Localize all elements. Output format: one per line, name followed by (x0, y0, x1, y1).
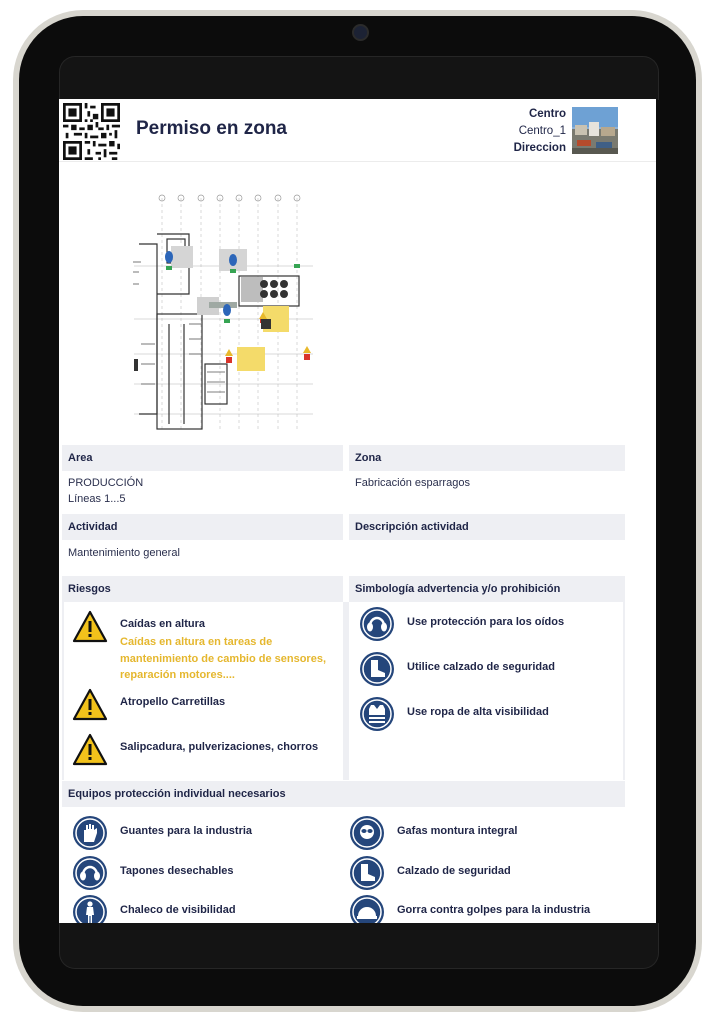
risk-description-line: Caídas en altura en tareas de (120, 636, 273, 648)
sign-name: Use protección para los oídos (407, 616, 565, 628)
risk-name: Salipcadura, pulverizaciones, chorros (120, 741, 319, 753)
helmet-icon (349, 894, 385, 923)
risk-item[interactable] (72, 607, 342, 681)
screen (59, 99, 656, 923)
risk-description (120, 634, 326, 684)
right-border (623, 602, 625, 780)
ppe-name: Calzado de seguridad (397, 865, 511, 877)
zona-value: Fabricación esparragos (355, 477, 470, 489)
centro-value: Centro_1 (518, 125, 566, 137)
ppe-name: Tapones desechables (120, 865, 234, 877)
direccion-label: Direccion (513, 142, 566, 154)
actividad-value: Mantenimiento general (68, 547, 180, 559)
boot-icon (349, 855, 385, 891)
hi-vis-vest-icon (359, 696, 395, 732)
risk-description-line: mantenimiento de cambio de sensores, (120, 652, 327, 665)
column-divider (343, 602, 349, 780)
sign-name: Use ropa de alta visibilidad (407, 706, 549, 718)
riesgos-header: Riesgos (62, 576, 343, 602)
camera-icon (352, 24, 369, 41)
vest-icon (72, 894, 108, 923)
left-border (62, 602, 64, 780)
descripcion-header: Descripción actividad (349, 514, 625, 540)
ppe-name: Gorra contra golpes para la industria (397, 904, 591, 916)
risk-name: Atropello Carretillas (120, 696, 226, 708)
screen-bezel-top (59, 56, 659, 100)
earplug-icon (72, 855, 108, 891)
floor-plan-image[interactable] (129, 194, 315, 434)
warning-icon (72, 687, 108, 723)
glove-icon (72, 815, 108, 851)
zona-header: Zona (349, 445, 625, 471)
qr-code-icon[interactable] (63, 103, 120, 160)
sign-item[interactable] (359, 649, 619, 689)
risk-item[interactable] (72, 685, 342, 725)
safety-boot-icon (359, 651, 395, 687)
ear-protection-icon (359, 606, 395, 642)
warning-icon (72, 609, 108, 645)
area-header: Area (62, 445, 343, 471)
center-photo[interactable] (572, 107, 618, 154)
area-line-1: PRODUCCIÓN (68, 477, 144, 489)
risk-description-line: reparación motores.... (120, 669, 235, 681)
screen-bezel-bottom (59, 923, 659, 969)
warning-icon (72, 732, 108, 768)
simbologia-header: Simbología advertencia y/o prohibición (349, 576, 625, 602)
goggles-icon (349, 815, 385, 851)
page-header (59, 99, 656, 162)
area-line-2: Líneas 1...5 (68, 493, 126, 505)
sign-name: Utilice calzado de seguridad (407, 661, 555, 673)
ppe-item[interactable] (349, 813, 619, 853)
risk-item[interactable] (72, 730, 342, 770)
ppe-item[interactable] (72, 853, 342, 893)
centro-label: Centro (528, 108, 566, 120)
ppe-item[interactable] (72, 813, 342, 853)
ppe-item[interactable] (349, 892, 619, 923)
sign-item[interactable] (359, 604, 619, 644)
ppe-item[interactable] (72, 892, 342, 923)
epis-header: Equipos protección individual necesarios (62, 781, 625, 807)
ppe-name: Guantes para la industria (120, 825, 253, 837)
ppe-item[interactable] (349, 853, 619, 893)
risk-name: Caídas en altura (120, 618, 205, 630)
actividad-header: Actividad (62, 514, 343, 540)
center-info (514, 106, 566, 157)
ppe-name: Chaleco de visibilidad (120, 904, 236, 916)
sign-item[interactable] (359, 694, 619, 734)
area-value (62, 475, 343, 507)
ppe-name: Gafas montura integral (397, 825, 518, 837)
page-title: Permiso en zona (136, 118, 287, 139)
